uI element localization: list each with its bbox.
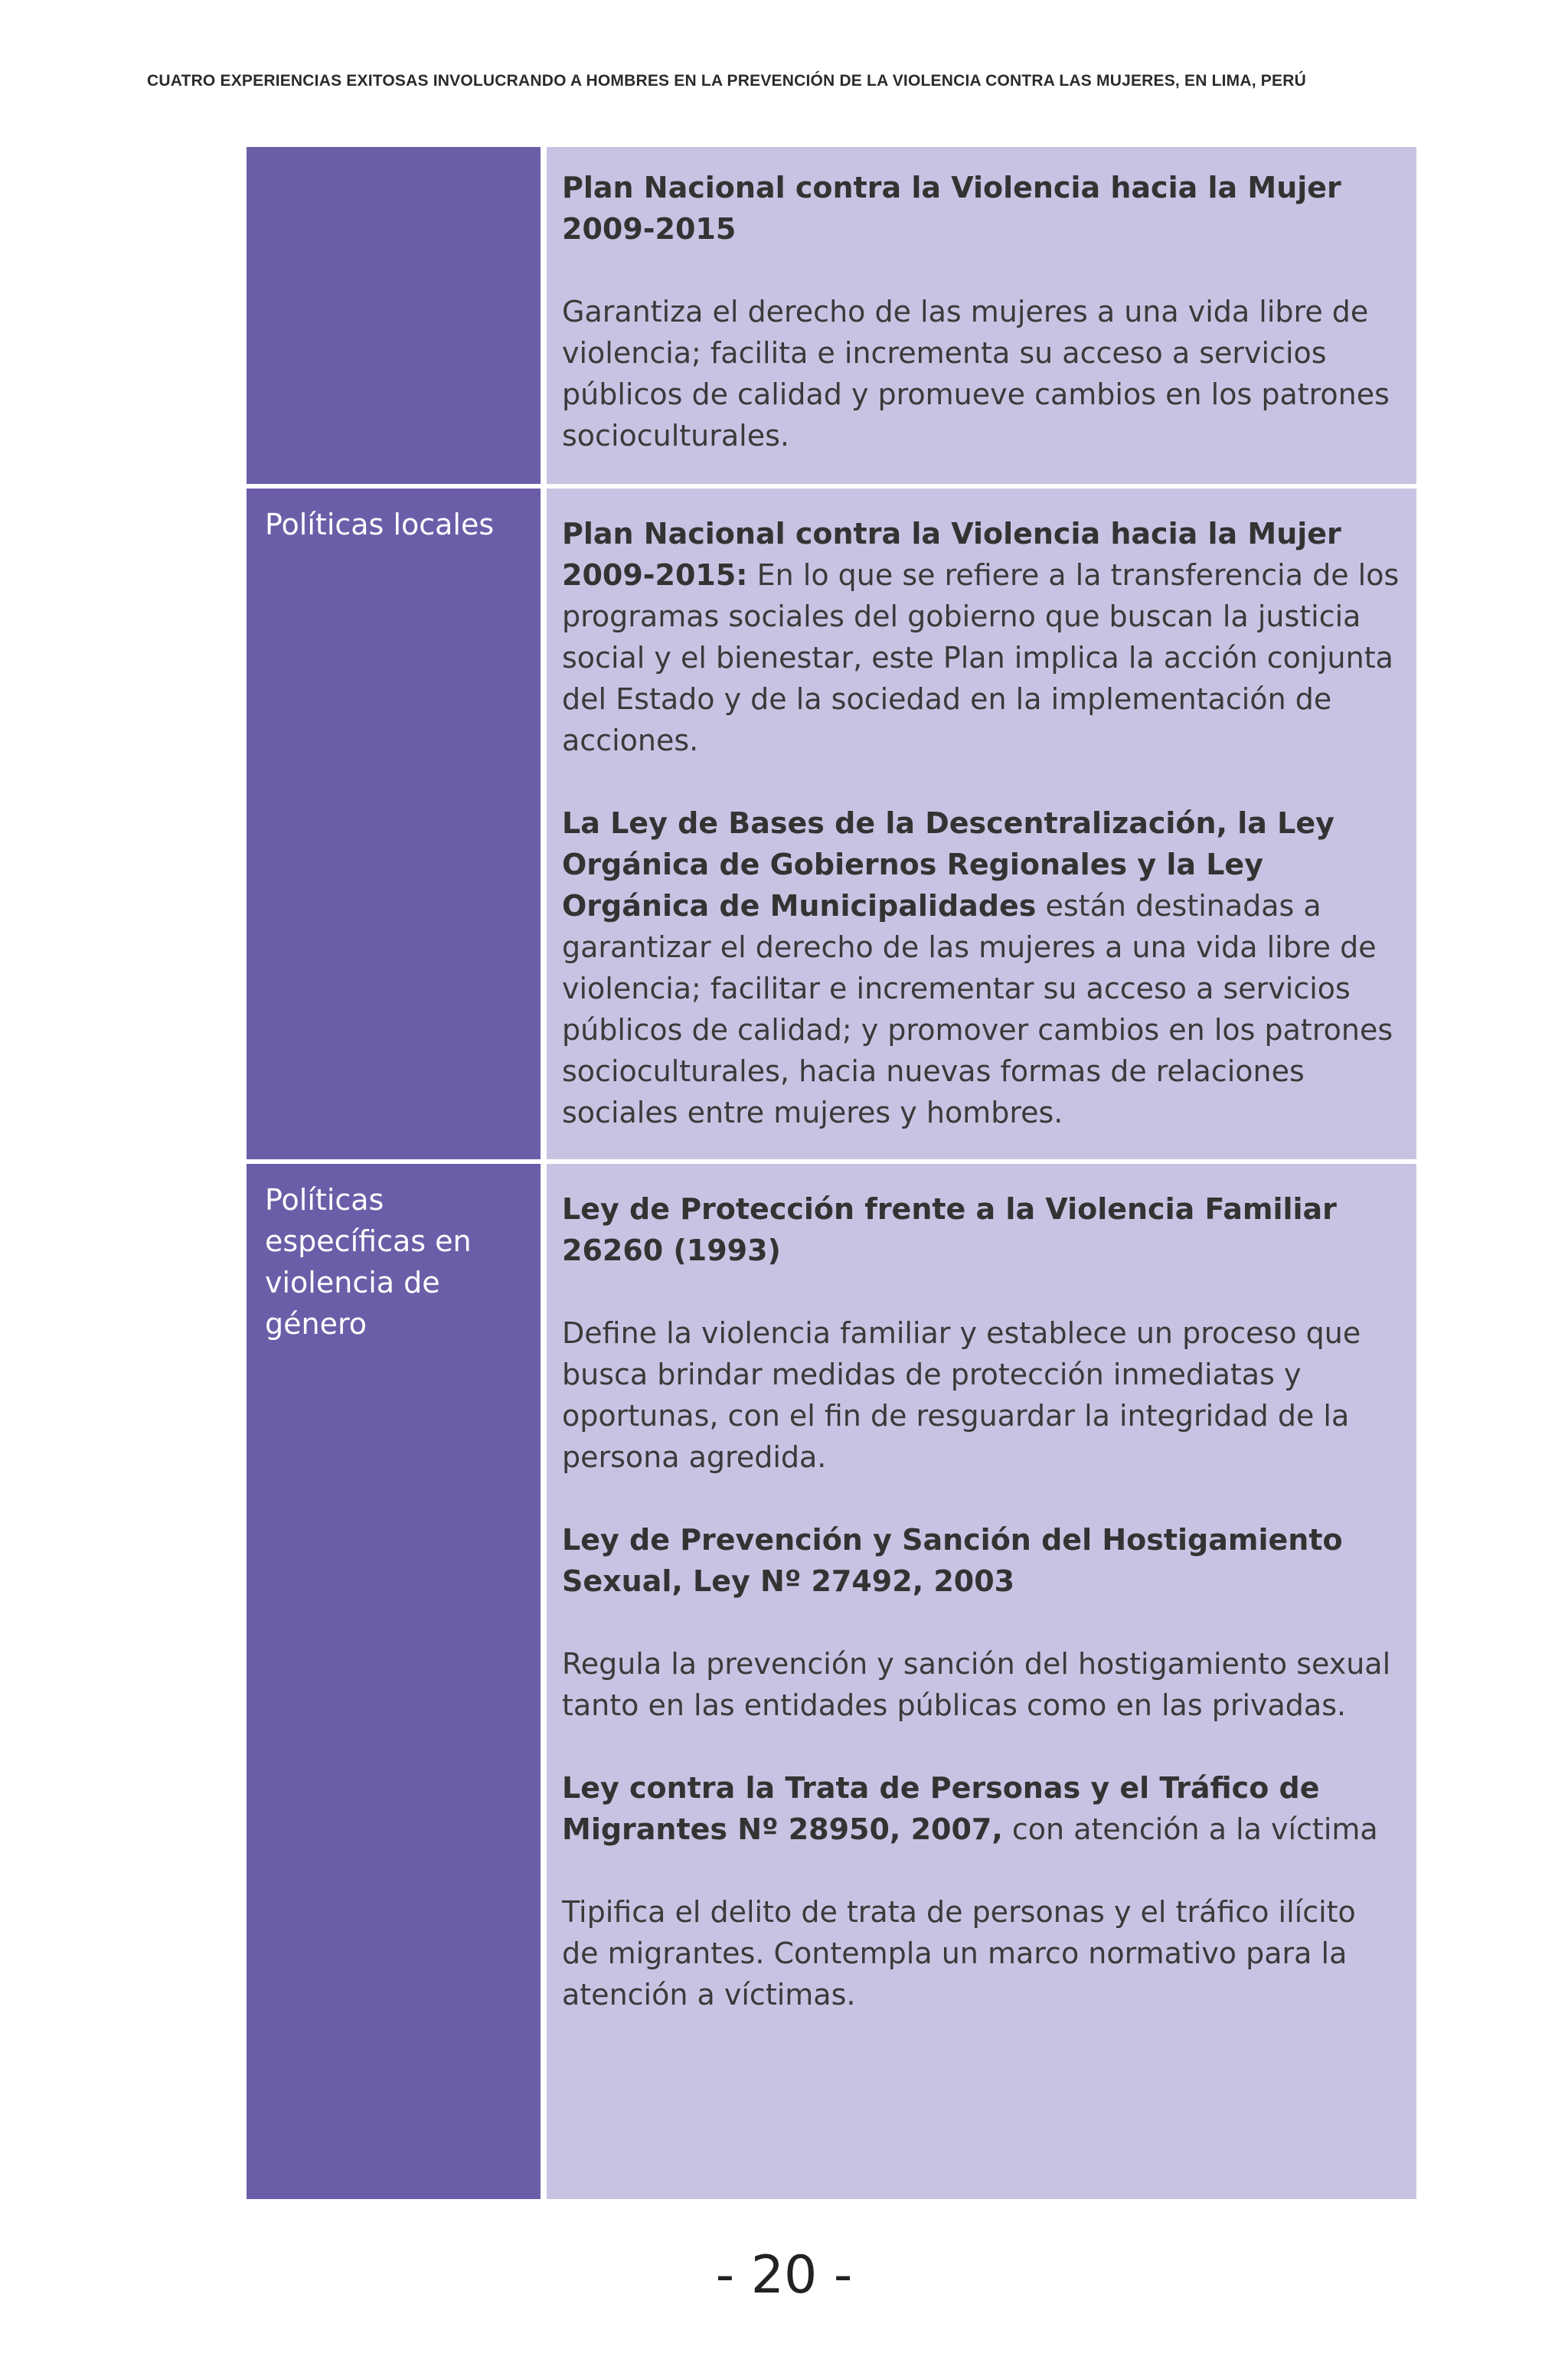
entry-body: están destinadas a garantizar el derecho de las mujeres a una vida libre de violencia; facilitar e incrementar su acceso a servicios públicos de calidad; y promover cambios en los patrones socioculturales, hacia nuevas formas de relaciones sociales entre mujeres y hombres. [562, 889, 1393, 1129]
row-label [247, 147, 541, 484]
entry-body: con atención a la víctima [1011, 1812, 1378, 1846]
entry-body: Tipifica el delito de trata de personas y el tráfico ilícito de migrantes. Contempla un marco normativo para la atención a víctimas. [562, 1895, 1356, 2011]
running-header: CUATRO EXPERIENCIAS EXITOSAS INVOLUCRANDO A HOMBRES EN LA PREVENCIÓN DE LA VIOLENCIA CONTRA LAS MUJERES, EN LIMA, PERÚ [147, 72, 1306, 90]
entry-body: Regula la prevención y sanción del hostigamiento sexual tanto en las entidades públicas como en las privadas. [562, 1647, 1391, 1722]
entry-title: Ley contra la Trata de Personas y el Tráfico de Migrantes Nº 28950, 2007, [562, 1771, 1320, 1846]
entry-paragraph [562, 513, 1401, 761]
row-content [547, 1164, 1416, 2199]
entry-title: La Ley de Bases de la Descentralización, la Ley Orgánica de Gobiernos Regionales y la Ley Orgánica de Municipalidades [562, 806, 1334, 923]
table-row [247, 489, 1416, 1159]
entry-body: Garantiza el derecho de las mujeres a una vida libre de violencia; facilita e incrementa su acceso a servicios públicos de calidad y promueve cambios en los patrones socioculturales. [562, 295, 1390, 453]
page-number: - 20 - [715, 2245, 853, 2306]
entry-paragraph [562, 802, 1401, 1133]
entry-title: Ley de Prevención y Sanción del Hostigamiento Sexual, Ley Nº 27492, 2003 [562, 1523, 1343, 1598]
entry-title: Plan Nacional contra la Violencia hacia la Mujer 2009-2015 [562, 171, 1341, 246]
row-content [547, 147, 1416, 484]
row-label: Políticas específicas en violencia de género [247, 1164, 541, 2199]
entry-title: Ley de Protección frente a la Violencia Familiar 26260 (1993) [562, 1192, 1337, 1267]
table-row [247, 1164, 1416, 2199]
policy-table [247, 147, 1416, 2199]
table-row [247, 147, 1416, 484]
entry-title: Plan Nacional contra la Violencia hacia la Mujer 2009-2015: [562, 517, 1341, 592]
row-content [547, 489, 1416, 1159]
entry-body: En lo que se refiere a la transferencia de los programas sociales del gobierno que buscan la justicia social y el bienestar, este Plan implica la acción conjunta del Estado y de la sociedad en la implementación de acciones. [562, 558, 1400, 757]
row-label: Políticas locales [247, 489, 541, 1159]
entry-paragraph [562, 1767, 1401, 1850]
entry-body: Define la violencia familiar y establece un proceso que busca brindar medidas de protección inmediatas y oportunas, con el fin de resguardar la integridad de la persona agredida. [562, 1316, 1361, 1474]
